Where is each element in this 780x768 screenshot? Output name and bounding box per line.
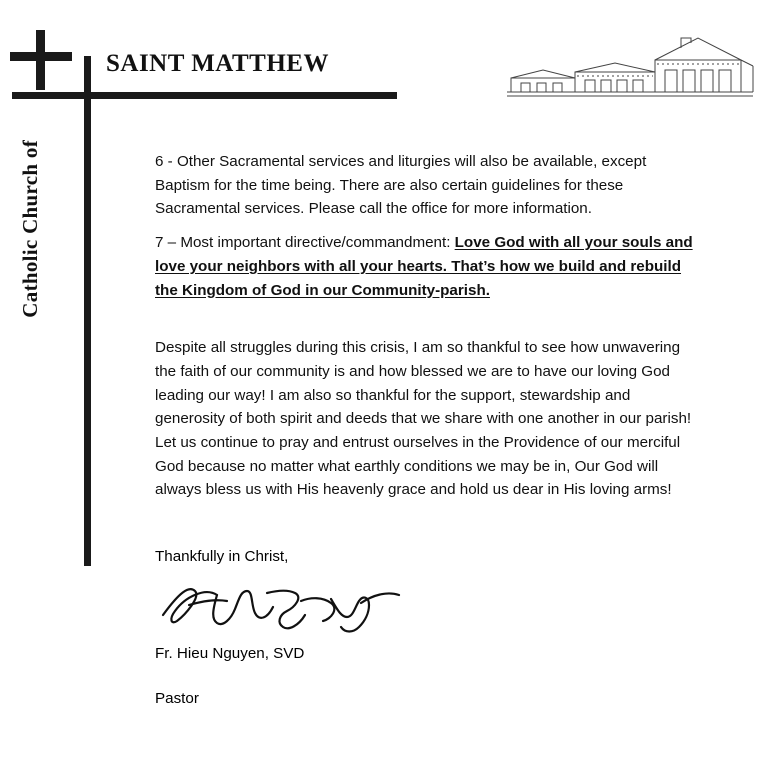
- signer-title: Pastor: [155, 689, 199, 707]
- church-building-illustration: [505, 30, 755, 102]
- salutation: Thankfully in Christ,: [155, 548, 289, 566]
- parish-name: SAINT MATTHEW: [106, 50, 329, 77]
- header-rule-vertical: [84, 56, 91, 566]
- header-rule-horizontal: [12, 92, 397, 99]
- paragraph-item-6: 6 - Other Sacramental services and liturgies will also be available, except Baptism for the time being. There are also certain guidelines for these Sacramental services. Please call the office for more information.: [155, 153, 647, 218]
- signer-name: Fr. Hieu Nguyen, SVD: [155, 644, 305, 662]
- letter-body: [155, 150, 700, 711]
- paragraph-closing: Despite all struggles during this crisis, I am so thankful to see how unwavering the faith of our community is and how blessed we are to have our loving God leading our way! I am also so thankful for the support, stewardship and generosity of both spirit and deeds that we share with one another in our parish! Let us continue to pray and entrust ourselves in the Providence of our merciful God because no matter what earthly conditions we may be in, Our God will always bless us with His heavenly grace and hold us dear in His loving arms!: [155, 339, 692, 499]
- item-7-emphasis: Love God with all your souls and love your neighbors with all your hearts. That’s how we build and rebuild the Kingdom of God in our Community-parish.: [155, 234, 693, 299]
- signoff-block: [155, 546, 700, 710]
- cross-icon-crossbar: [10, 52, 72, 61]
- handwritten-signature: [155, 575, 425, 637]
- parish-subtitle-vertical: Catholic Church of: [18, 140, 42, 318]
- item-7-prefix: 7 – Most important directive/commandment:: [155, 234, 455, 252]
- paragraph-item-7: [155, 231, 700, 302]
